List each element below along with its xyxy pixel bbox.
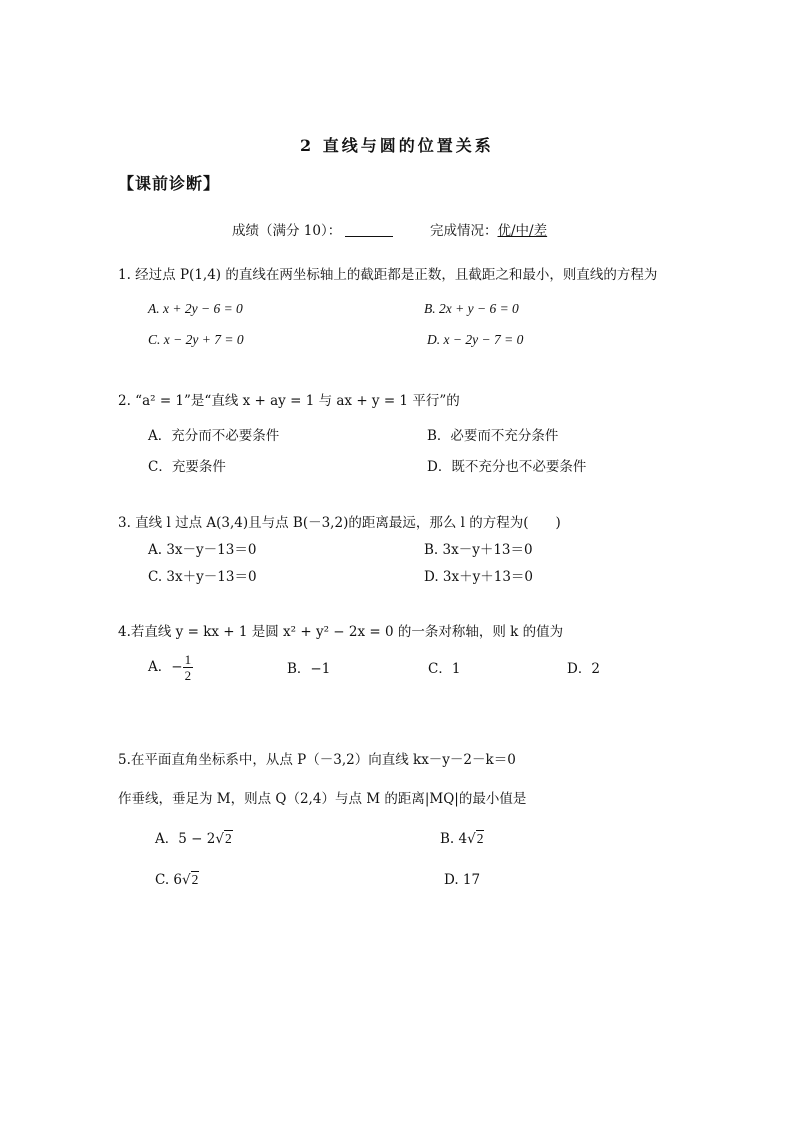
question-5-option-b: B. 4√2 xyxy=(440,831,484,847)
question-5-option-c: C. 6√2 xyxy=(155,872,199,888)
score-line xyxy=(232,222,393,240)
question-4-option-a-prefix: A．− xyxy=(148,659,183,675)
score-label: 成绩（满分 10）： xyxy=(232,223,342,239)
question-5-stem: 5.在平面直角坐标系中，从点 P（－3,2）向直线 kx－y－2－k＝0 xyxy=(118,752,516,768)
radicand: 2 xyxy=(224,831,232,846)
question-3-option-b: B. 3x－y＋13＝0 xyxy=(424,542,533,558)
question-4-option-d: D．2 xyxy=(567,661,600,677)
question-4-option-b: B．−1 xyxy=(287,661,331,677)
question-5-option-b-prefix: B. 4 xyxy=(440,831,468,847)
score-blank xyxy=(345,222,393,237)
question-2-option-c: C．充要条件 xyxy=(148,459,226,475)
fraction-numerator: 1 xyxy=(184,652,192,667)
page-title: 2 直线与圆的位置关系 xyxy=(300,136,494,155)
question-5-option-a: A．5 − 2√2 xyxy=(155,831,232,847)
question-4-option-a xyxy=(148,652,193,683)
fraction-denominator: 2 xyxy=(184,668,192,683)
question-4-stem: 4.若直线 y = kx + 1 是圆 x² + y² − 2x = 0 的一条对称轴，则 k 的值为 xyxy=(118,624,564,640)
question-1-option-a: A. x + 2y − 6 = 0 xyxy=(148,301,243,316)
question-2-option-d: D．既不充分也不必要条件 xyxy=(427,459,587,475)
section-heading: 【课前诊断】 xyxy=(118,174,221,193)
status-value: 优/中/差 xyxy=(497,223,548,239)
question-5-option-d: D. 17 xyxy=(444,872,481,888)
question-3-option-c: C. 3x＋y－13＝0 xyxy=(148,569,257,585)
status-label: 完成情况： xyxy=(430,223,498,239)
question-1-option-c: C. x − 2y + 7 = 0 xyxy=(148,332,244,347)
question-5-stem-line2: 作垂线，垂足为 M，则点 Q（2,4）与点 M 的距离|MQ|的最小值是 xyxy=(118,791,527,807)
question-3-option-d: D. 3x＋y＋13＝0 xyxy=(424,569,534,585)
question-2-option-a: A．充分而不必要条件 xyxy=(148,428,280,444)
question-1-option-b: B. 2x + y − 6 = 0 xyxy=(424,301,519,316)
fraction xyxy=(183,652,194,683)
question-5-option-c-prefix: C. 6 xyxy=(155,872,183,888)
radicand: 2 xyxy=(191,872,199,887)
question-2-stem: 2. “a² = 1”是“直线 x + ay = 1 与 ax + y = 1 平行”的 xyxy=(118,393,460,409)
question-1-stem: 1. 经过点 P(1,4) 的直线在两坐标轴上的截距都是正数，且截距之和最小，则直线的方程为 xyxy=(118,267,658,283)
question-2-option-b: B．必要而不充分条件 xyxy=(427,428,559,444)
question-1-option-d: D. x − 2y − 7 = 0 xyxy=(427,332,524,347)
status-line xyxy=(430,222,547,240)
question-3-option-a: A. 3x－y－13＝0 xyxy=(148,542,257,558)
question-4-option-c: C．1 xyxy=(428,661,461,677)
question-3-stem: 3. 直线 l 过点 A(3,4)且与点 B(－3,2)的距离最远，那么 l 的方程为( ) xyxy=(118,515,561,531)
radicand: 2 xyxy=(476,831,484,846)
question-5-option-a-prefix: A．5 − 2 xyxy=(155,831,216,847)
